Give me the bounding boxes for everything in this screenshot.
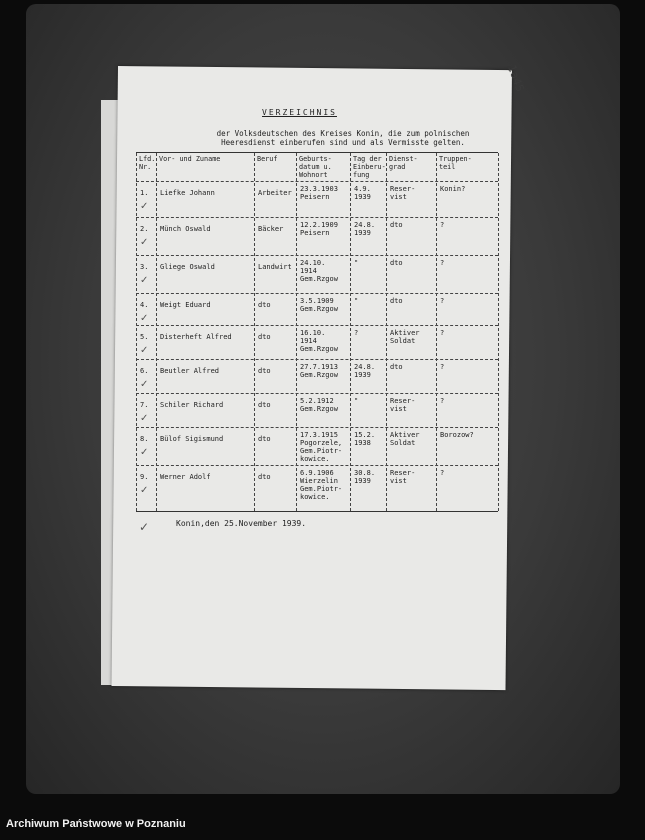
cell-beruf: dto <box>258 435 271 443</box>
check-mark-icon: ✓ <box>140 313 149 324</box>
check-mark-icon: ✓ <box>140 379 149 390</box>
row-rule <box>136 255 498 256</box>
cell-beruf: Landwirt <box>258 263 292 271</box>
cell-einberufung: " <box>354 259 359 267</box>
cell-einberufung: " <box>354 297 359 305</box>
cell-geburt: 27.7.1913 Gem.Rzgow <box>300 363 338 379</box>
row-rule <box>136 325 498 326</box>
cell-nr: 3. <box>140 263 149 271</box>
folio-number: 1a45 <box>505 63 527 94</box>
cell-einberufung: 4.9. 1939 <box>354 185 371 201</box>
column-rule <box>156 153 157 511</box>
column-rule <box>498 153 499 511</box>
column-rule <box>436 153 437 511</box>
cell-dienstgrad: dto <box>390 221 403 229</box>
row-rule <box>136 427 498 428</box>
cell-truppenteil: Borozow? <box>440 431 474 439</box>
cell-einberufung: 24.8. 1939 <box>354 221 376 237</box>
check-mark-icon: ✓ <box>140 201 149 212</box>
cell-name: Beutler Alfred <box>160 367 220 375</box>
cell-beruf: dto <box>258 367 271 375</box>
row-rule <box>136 293 498 294</box>
register-table <box>136 152 498 512</box>
header-beruf: Beruf <box>257 155 278 163</box>
cell-nr: 7. <box>140 401 149 409</box>
cell-name: Gliege Oswald <box>160 263 215 271</box>
cell-dienstgrad: Reser- vist <box>390 469 416 485</box>
column-rule <box>350 153 351 511</box>
header-dienstgrad: Dienst- grad <box>389 155 418 171</box>
cell-geburt: 16.10. 1914 Gem.Rzgow <box>300 329 338 353</box>
cell-truppenteil: ? <box>440 329 445 337</box>
cell-name: Bülof Sigismund <box>160 435 224 443</box>
cell-einberufung: ? <box>354 329 359 337</box>
header-geburt: Geburts- datum u. Wohnort <box>299 155 332 179</box>
cell-dienstgrad: Aktiver Soldat <box>390 431 420 447</box>
row-rule <box>136 393 498 394</box>
row-rule <box>136 359 498 360</box>
column-rule <box>136 153 137 511</box>
cell-name: Disterheft Alfred <box>160 333 232 341</box>
cell-geburt: 3.5.1909 Gem.Rzgow <box>300 297 338 313</box>
check-mark-icon: ✓ <box>140 275 149 286</box>
cell-einberufung: " <box>354 397 359 405</box>
cell-name: Schiler Richard <box>160 401 224 409</box>
cell-dienstgrad: dto <box>390 297 403 305</box>
row-rule <box>136 465 498 466</box>
cell-geburt: 23.3.1903 Peisern <box>300 185 338 201</box>
cell-nr: 9. <box>140 473 149 481</box>
cell-geburt: 12.2.1909 Peisern <box>300 221 338 237</box>
row-rule <box>136 217 498 218</box>
cell-beruf: Bäcker <box>258 225 284 233</box>
header-nr: Lfd. Nr. <box>139 155 156 171</box>
cell-dienstgrad: Aktiver Soldat <box>390 329 420 345</box>
check-mark-icon: ✓ <box>140 237 149 248</box>
cell-beruf: dto <box>258 301 271 309</box>
check-mark-icon: ✓ <box>140 413 149 424</box>
cell-einberufung: 24.8. 1939 <box>354 363 376 379</box>
header-name: Vor- und Zuname <box>159 155 221 163</box>
cell-dienstgrad: Reser- vist <box>390 397 416 413</box>
cell-nr: 1. <box>140 189 149 197</box>
cell-truppenteil: ? <box>440 469 445 477</box>
column-rule <box>296 153 297 511</box>
cell-truppenteil: ? <box>440 397 445 405</box>
column-rule <box>386 153 387 511</box>
cell-dienstgrad: Reser- vist <box>390 185 416 201</box>
cell-name: Münch Oswald <box>160 225 211 233</box>
header-einberufung: Tag der Einberu- fung <box>353 155 386 179</box>
cell-truppenteil: Konin? <box>440 185 466 193</box>
cell-truppenteil: ? <box>440 259 445 267</box>
cell-nr: 2. <box>140 225 149 233</box>
check-mark-icon: ✓ <box>140 345 149 356</box>
column-rule <box>254 153 255 511</box>
cell-beruf: dto <box>258 401 271 409</box>
cell-geburt: 5.2.1912 Gem.Rzgow <box>300 397 338 413</box>
cell-name: Werner Adolf <box>160 473 211 481</box>
place-date-line: Konin,den 25.November 1939. <box>176 519 307 528</box>
document-title: VERZEICHNIS <box>262 108 337 117</box>
cell-truppenteil: ? <box>440 297 445 305</box>
cell-einberufung: 30.8. 1939 <box>354 469 376 485</box>
cell-geburt: 24.10. 1914 Gem.Rzgow <box>300 259 338 283</box>
cell-nr: 5. <box>140 333 149 341</box>
cell-einberufung: 15.2. 1938 <box>354 431 376 447</box>
cell-beruf: dto <box>258 473 271 481</box>
cell-beruf: dto <box>258 333 271 341</box>
check-mark-icon: ✓ <box>139 520 150 534</box>
row-rule <box>136 181 498 182</box>
cell-dienstgrad: dto <box>390 259 403 267</box>
cell-name: Weigt Eduard <box>160 301 211 309</box>
cell-name: Liefke Johann <box>160 189 215 197</box>
cell-nr: 4. <box>140 301 149 309</box>
cell-beruf: Arbeiter <box>258 189 292 197</box>
header-truppenteil: Truppen- teil <box>439 155 472 171</box>
check-mark-icon: ✓ <box>140 485 149 496</box>
cell-truppenteil: ? <box>440 363 445 371</box>
archive-caption: Archiwum Państwowe w Poznaniu <box>6 818 186 830</box>
cell-dienstgrad: dto <box>390 363 403 371</box>
cell-geburt: 17.3.1915 Pogorzele, Gem.Piotr- kowice. <box>300 431 343 463</box>
cell-nr: 6. <box>140 367 149 375</box>
document-subtitle: der Volksdeutschen des Kreises Konin, die zum polnischen Heeresdienst einberufen sind und als Vermisste gelten. <box>216 129 470 147</box>
cell-geburt: 6.9.1906 Wierzelin Gem.Piotr- kowice. <box>300 469 343 501</box>
cell-truppenteil: ? <box>440 221 445 229</box>
cell-nr: 8. <box>140 435 149 443</box>
check-mark-icon: ✓ <box>140 447 149 458</box>
